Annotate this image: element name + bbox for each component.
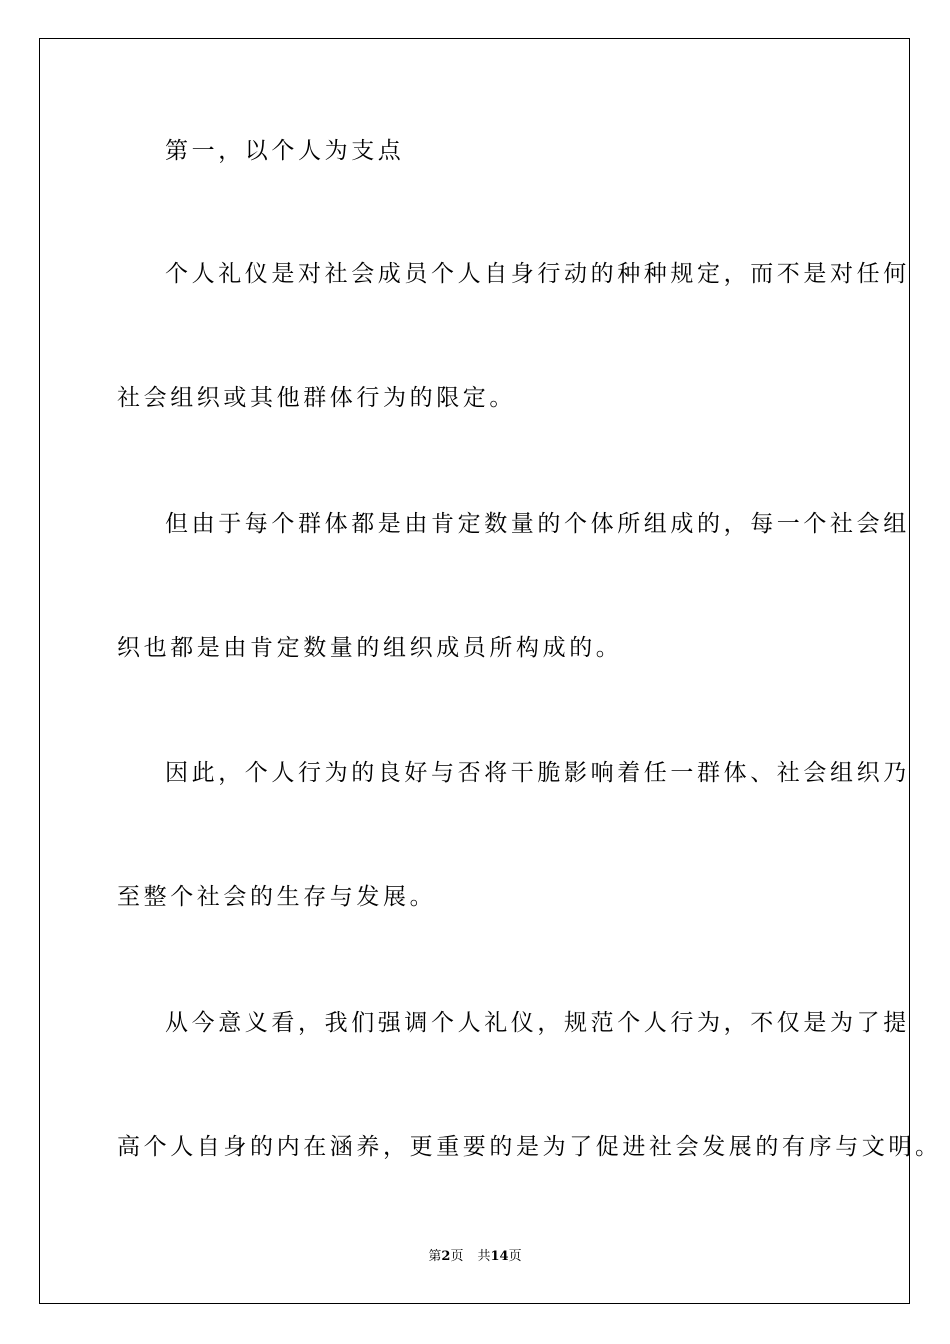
- heading-line: 第一，以个人为支点: [165, 138, 405, 164]
- paragraph-line: 社会组织或其他群体行为的限定。: [117, 385, 516, 411]
- total-prefix: 共: [477, 1249, 491, 1264]
- paragraph-line: 从今意义看，我们强调个人礼仪，规范个人行为，不仅是为了提: [165, 1010, 910, 1036]
- page-suffix: 页: [450, 1249, 464, 1264]
- paragraph-line: 高个人自身的内在涵养，更重要的是为了促进社会发展的有序与文明。: [117, 1134, 942, 1160]
- paragraph-line: 织也都是由肯定数量的组织成员所构成的。: [117, 635, 623, 661]
- page-border: [39, 38, 910, 1304]
- total-suffix: 页: [508, 1249, 522, 1264]
- page-number: 2: [441, 1249, 451, 1264]
- paragraph-line: 但由于每个群体都是由肯定数量的个体所组成的，每一个社会组: [165, 511, 910, 537]
- paragraph-line: 因此，个人行为的良好与否将干脆影响着任一群体、社会组织乃: [165, 760, 910, 786]
- page-prefix: 第: [428, 1249, 442, 1264]
- paragraph-line: 个人礼仪是对社会成员个人自身行动的种种规定，而不是对任何: [165, 261, 910, 287]
- page-footer: [0, 1248, 950, 1266]
- paragraph-line: 至整个社会的生存与发展。: [117, 884, 437, 910]
- total-pages: 14: [490, 1249, 509, 1264]
